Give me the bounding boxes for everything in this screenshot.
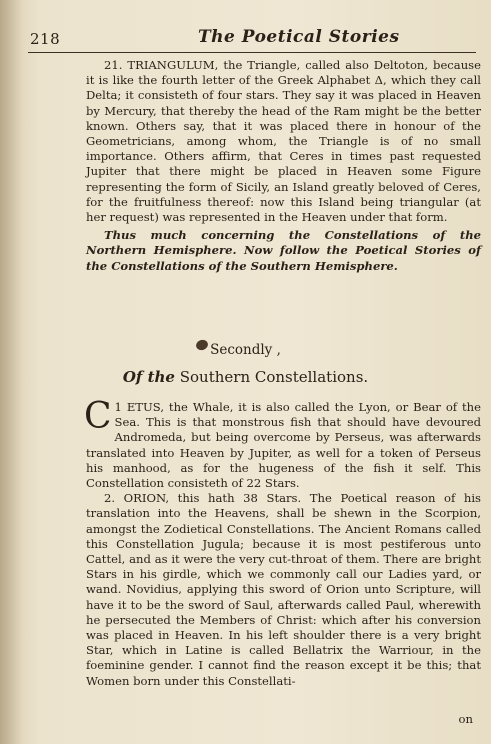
page-number: 218 (30, 30, 61, 48)
body-text-top (86, 58, 481, 274)
paragraph-cetus-text: 1 ETUS, the Whale, it is also called the Lyon, or Bear of the Sea. This is that monstrous fish that should have devoured Andromeda, but being overcome by Perseus, was afterwards translated into Heaven by Jupiter, as well for a token of Perseus his manhood, as for the hugeness of the fish it self. This Constellation consisteth of 22 Stars. (86, 400, 481, 491)
secondly-heading: Secondly , (210, 342, 281, 358)
page-header (28, 26, 476, 53)
closing-note: Thus much concerning the Constellations of the Northern Hemisphere. Now follow the Poetical Stories of the Constellations of the Southern Hemisphere. (86, 228, 481, 273)
paragraph-orion: 2. ORION, this hath 38 Stars. The Poetical reason of his translation into the Heavens, shall be shewn in the Scorpion, amongst the Zodietical Constellations. The Ancient Romans called this Constellation Jugula; because it is most pestiferous unto Cattel, and as it were the very cut-throat of them. There are bright Stars in his girdle, which we commonly call our Ladies yard, or wand. Novidius, applying this sword of Orion unto Scripture, will have it to be the sword of Saul, afterwards called Paul, wherewith he persecuted the Members of Christ: which after his conversion was placed in Heaven. In his left shoulder there is a very bright Star, which in Latine is called Bellatrix the Warriour, in the foeminine gender. I cannot find the reason except it be this; that Women born under this Constellati- (86, 491, 481, 688)
running-title: The Poetical Stories (198, 27, 400, 47)
drop-cap: C (84, 396, 112, 437)
paragraph-cetus (84, 396, 481, 491)
section-heading (0, 368, 491, 386)
paragraph-triangulum: 21. TRIANGULUM, the Triangle, called also Deltoton, because it is like the fourth letter of the Greek Alphabet Δ, which they call Delta; it consisteth of four stars. They say it was placed in Heaven by Mercury, that thereby the head of the Ram might be the better known. Others say, that it was placed there in honour of the Geometricians, among whom, the Triangle is of no small importance. Others affirm, that Ceres in times past requested Jupiter that there might be placed in Heaven some Figure representing the form of Sicily, an Island greatly beloved of Ceres, for the fruitfulness thereof: now this Island being triangular (at her request) was represented in the Heaven under that form. (86, 58, 481, 225)
section-heading-of: Of the (122, 368, 175, 386)
section-heading-title: Southern Constellations. (179, 368, 369, 386)
catchword: on (458, 712, 473, 726)
body-text-bottom (84, 396, 481, 689)
